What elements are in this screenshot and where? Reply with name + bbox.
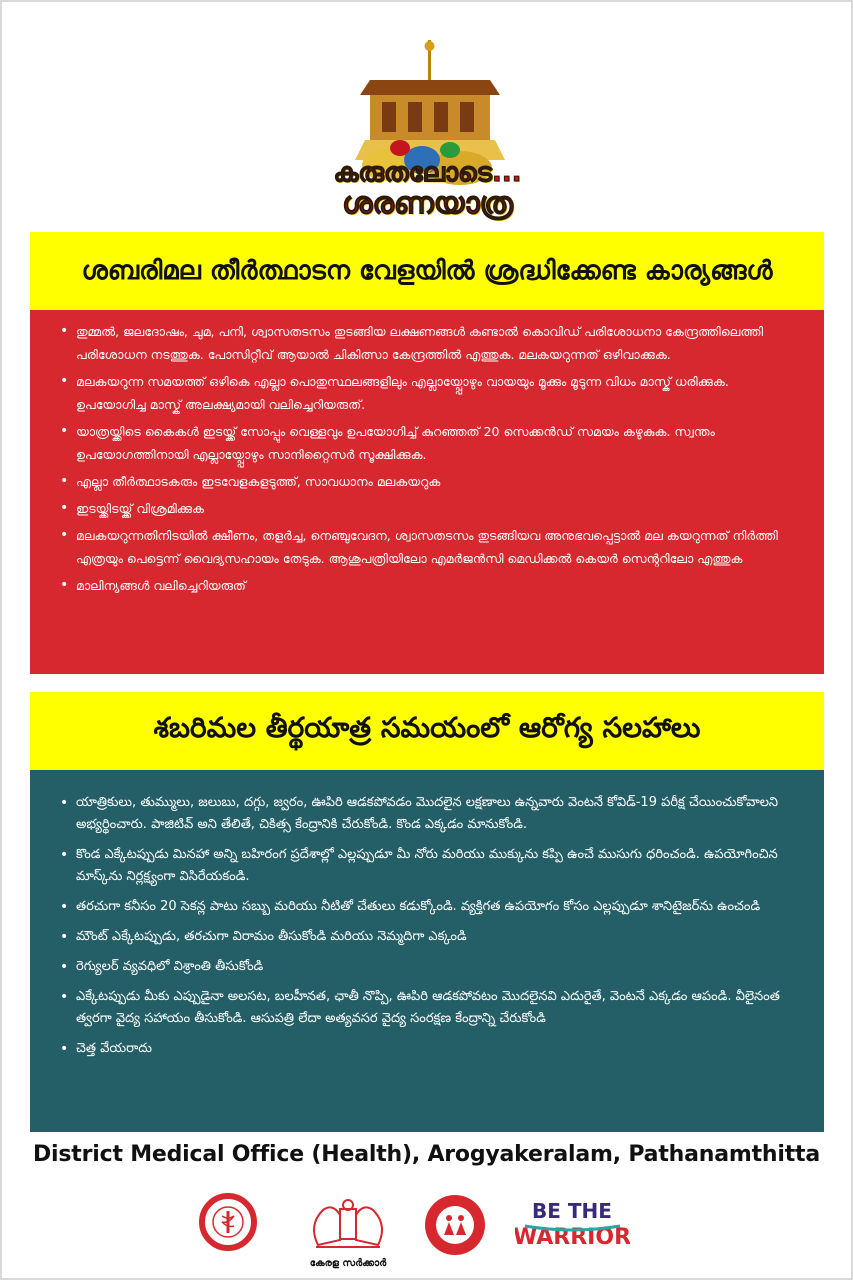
- malayalam-section-title: ശബരിമല തീർത്ഥാടന വേളയിൽ ശ്രദ്ധിക്കേണ്ട കാര്യങ്ങൾ: [30, 232, 824, 310]
- warrior-text-top: BE THE: [532, 1199, 612, 1223]
- organization-name: District Medical Office (Health), Arogyakeralam, Pathanamthitta: [33, 1142, 820, 1167]
- list-item: • മാലിന്യങ്ങൾ വലിച്ചെറിയരുത്: [60, 574, 794, 597]
- list-item: • യാത്രയ്ക്കിടെ കൈകൾ ഇടയ്ക്ക് സോപ്പും വെള്ളവും ഉപയോഗിച്ച് കുറഞ്ഞത് 20 സെക്കൻഡ് സമയം കഴുകുക. സ്വന്തം ഉപയോഗത്തിനായി എല്ലായ്പ്പോഴും സാനിറ്റൈസർ സൂക്ഷിക്കുക.: [60, 420, 794, 466]
- list-item: • రెగ్యులర్ వ్యవధిలో విశ్రాంతి తీసుకోండి: [60, 956, 794, 978]
- logo-title-line-1: കരുതലോടെ...: [333, 158, 522, 188]
- kerala-emblem-icon: [298, 1190, 398, 1260]
- telugu-tips-list: [60, 792, 794, 1060]
- nhm-emblem-icon: [420, 1190, 490, 1260]
- health-department-seal-icon: [198, 1190, 258, 1260]
- list-item: • എല്ലാ തീർത്ഥാടകരും ഇടവേളകളടുത്ത്, സാവധാനം മലകയറുക: [60, 470, 794, 493]
- malayalam-tips-panel: [30, 310, 824, 674]
- list-item: • മലകയറുന്ന സമയത്ത് ഒഴികെ എല്ലാ പൊതുസ്ഥലങ്ങളിലും എല്ലായ്പ്പോഴും വായയും മൂക്കും മൂടുന്ന വിധം മാസ്ക് ധരിക്കുക. ഉപയോഗിച്ച മാസ്ക് അലക്ഷ്യമായി വലിച്ചെറിയരുത്.: [60, 370, 794, 416]
- list-item: • తరచుగా కనీసం 20 సెకన్ల పాటు సబ్బు మరియు నీటితో చేతులు కడుక్కోండి. వ్యక్తిగత ఉపయోగం కోసం ఎల్లప్పుడూ శానిటైజర్‌ను ఉంచండి: [60, 896, 794, 918]
- list-item: • ఎక్కేటప్పుడు మీకు ఎప్పుడైనా అలసట, బలహీనత, ఛాతీ నొప్పి, ఊపిరి ఆడకపోవటం మొదలైనవి ఎదురైతే, వెంటనే ఎక్కడం ఆపండి. వీలైనంత త్వరగా వైద్య సహాయం తీసుకోండి. ఆసుపత్రి లేదా అత్యవసర వైద్య సంరక్షణ కేంద్రాన్ని చేరుకోండి: [60, 986, 794, 1030]
- be-the-warrior-logo: [515, 1190, 630, 1270]
- logo-title-line-2: ശരണയാത്ര: [342, 186, 513, 221]
- list-item: • మౌంట్ ఎక్కేటప్పుడు, తరచుగా విరామం తీసుకోండి మరియు నెమ్మదిగా ఎక్కండి: [60, 926, 794, 948]
- be-the-warrior-emblem-icon: [515, 1190, 630, 1260]
- list-item: • చెత్త వేయరాదు: [60, 1038, 794, 1060]
- kerala-government-logo: [298, 1190, 398, 1270]
- list-item: • కొండ ఎక్కేటప్పుడు మినహా అన్ని బహిరంగ ప్రదేశాల్లో ఎల్లప్పుడూ మీ నోరు మరియు ముక్కును కప్పి ఉంచే ముసుగు ధరించండి. ఉపయోగించిన మాస్క్‌ను నిర్లక్ష్యంగా విసిరేయకండి.: [60, 844, 794, 888]
- malayalam-tips-list: [60, 320, 794, 597]
- health-department-logo: [198, 1190, 258, 1270]
- warrior-text-bottom: WARRIOR: [515, 1225, 630, 1250]
- national-health-mission-logo: [420, 1190, 490, 1270]
- list-item: • యాత్రికులు, తుమ్ములు, జలుబు, దగ్గు, జ్వరం, ఊపిరి ఆడకపోవడం మొదలైన లక్షణాలు ఉన్నవారు వెంటనే కోవిడ్-19 పరీక్ష చేయించుకోవాలని అభ్యర్థించారు. పాజిటివ్ అని తేలితే, చికిత్స కేంద్రానికి చేరుకోండి. కొండ ఎక్కడం మానుకోండి.: [60, 792, 794, 836]
- telugu-section-title: శబరిమల తీర్థయాత్ర సమయంలో ఆరోగ్య సలహాలు: [30, 692, 824, 770]
- kerala-government-caption: കേരള സർക്കാർ: [309, 1258, 387, 1269]
- list-item: • ഇടയ്ക്കിടയ്ക്ക് വിശ്രമിക്കുക: [60, 497, 794, 520]
- campaign-logo: [310, 10, 545, 220]
- list-item: • തുമ്മൽ, ജലദോഷം, ചുമ, പനി, ശ്വാസതടസം തുടങ്ങിയ ലക്ഷണങ്ങൾ കണ്ടാൽ കൊവിഡ് പരിശോധനാ കേന്ദ്രത്തിലെത്തി പരിശോധന നടത്തുക. പോസിറ്റീവ് ആയാൽ ചികിത്സാ കേന്ദ്രത്തിൽ എത്തുക. മലകയറുന്നത് ഒഴിവാക്കുക.: [60, 320, 794, 366]
- telugu-tips-panel: [30, 770, 824, 1132]
- list-item: • മലകയറുന്നതിനിടയിൽ ക്ഷീണം, തളർച്ച, നെഞ്ചുവേദന, ശ്വാസതടസം തുടങ്ങിയവ അനുഭവപ്പെട്ടാൽ മല കയറുന്നത് നിർത്തി എത്രയും പെട്ടെന്ന് വൈദ്യസഹായം തേടുക. ആശുപത്രിയിലോ എമർജൻസി മെഡിക്കൽ കെയർ സെന്ററിലോ എത്തുക: [60, 524, 794, 570]
